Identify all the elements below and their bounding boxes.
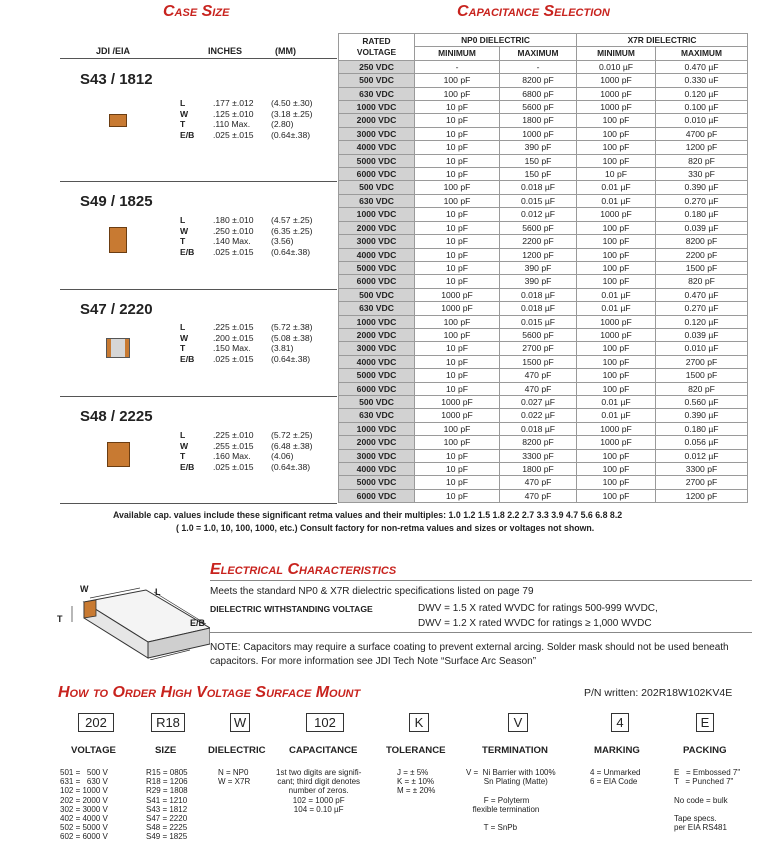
x7r-min-cell: 100 pF — [577, 275, 656, 288]
rated-voltage-cell: 5000 VDC — [339, 369, 415, 382]
np0-min-cell: 10 pF — [415, 114, 500, 127]
rated-voltage-cell: 1000 VDC — [339, 208, 415, 221]
rated-voltage-cell: 2000 VDC — [339, 221, 415, 234]
np0-min-cell: 10 pF — [415, 476, 500, 489]
cap-row — [339, 328, 748, 341]
np0-max-cell: 5600 pF — [500, 328, 577, 341]
inches-header: INCHES — [208, 46, 243, 56]
x7r-max-cell: 1200 pF — [656, 489, 748, 502]
np0-max-cell: 0.027 µF — [500, 395, 577, 408]
x7r-header: X7R DIELECTRIC — [577, 34, 748, 47]
np0-min-cell: 10 pF — [415, 275, 500, 288]
rated-voltage-cell: 5000 VDC — [339, 476, 415, 489]
np0-max-cell: 2200 pF — [500, 235, 577, 248]
x7r-max-cell: 0.100 µF — [656, 101, 748, 114]
x7r-max-cell: 0.180 µF — [656, 422, 748, 435]
x7r-max-header: MAXIMUM — [656, 47, 748, 60]
x7r-max-cell: 0.056 µF — [656, 436, 748, 449]
order-label-dielectric: DIELECTRIC — [208, 745, 266, 756]
case-name: S48 / 2225 — [80, 408, 153, 425]
x7r-min-cell: 1000 pF — [577, 74, 656, 87]
x7r-min-cell: 1000 pF — [577, 436, 656, 449]
rated-voltage-cell: 3000 VDC — [339, 342, 415, 355]
np0-max-cell: 6800 pF — [500, 87, 577, 100]
rated-voltage-cell: 500 VDC — [339, 288, 415, 301]
order-label-packing: PACKING — [683, 745, 727, 756]
surface-arc-note-line1: NOTE: Capacitors may require a surface coating to prevent external arcing. Solder mask should not be used beneath — [210, 642, 729, 653]
diagram-label-w: W — [80, 584, 89, 594]
np0-max-cell: 0.018 µF — [500, 422, 577, 435]
x7r-min-cell: 0.01 µF — [577, 181, 656, 194]
np0-min-cell: 1000 pF — [415, 288, 500, 301]
how-to-order-title: How to Order High Voltage Surface Mount — [58, 684, 361, 701]
np0-max-cell: 470 pF — [500, 489, 577, 502]
order-box-marking: 4 — [611, 713, 629, 732]
np0-min-cell: 100 pF — [415, 422, 500, 435]
jdi-eia-header: JDI /EIA — [96, 46, 131, 56]
rated-voltage-cell: 500 VDC — [339, 74, 415, 87]
x7r-min-header: MINIMUM — [577, 47, 656, 60]
cap-row — [339, 395, 748, 408]
rated-voltage-cell: 2000 VDC — [339, 436, 415, 449]
order-box-tolerance: K — [409, 713, 429, 732]
np0-max-cell: 3300 pF — [500, 449, 577, 462]
np0-max-cell: 8200 pF — [500, 436, 577, 449]
rated-voltage-cell: 630 VDC — [339, 87, 415, 100]
np0-min-cell: 10 pF — [415, 221, 500, 234]
x7r-min-cell: 100 pF — [577, 382, 656, 395]
np0-max-cell: 0.018 µF — [500, 302, 577, 315]
np0-max-cell: 390 pF — [500, 275, 577, 288]
case-block-s49 — [60, 181, 337, 289]
x7r-min-cell: 1000 pF — [577, 315, 656, 328]
order-box-dielectric: W — [230, 713, 250, 732]
x7r-max-cell: 0.120 µF — [656, 315, 748, 328]
x7r-min-cell: 0.01 µF — [577, 288, 656, 301]
rated-voltage-cell: 630 VDC — [339, 194, 415, 207]
rated-voltage-cell: 250 VDC — [339, 60, 415, 73]
case-size-title: Case Size — [163, 3, 230, 20]
x7r-max-cell: 0.560 µF — [656, 395, 748, 408]
order-text-packing: E = Embossed 7" T = Punched 7" No code = bulk Tape specs. per EIA RS481 — [674, 768, 741, 833]
np0-min-cell: 10 pF — [415, 369, 500, 382]
dwv-line1: DWV = 1.5 X rated WVDC for ratings 500-999 WVDC, — [418, 603, 658, 614]
cap-row — [339, 436, 748, 449]
surface-arc-note-line2: capacitors. For more information see JDI Tech Note “Surface Arc Season” — [210, 656, 537, 667]
order-text-capacitance: 1st two digits are signifi- cant; third digit denotes number of zeros. 102 = 1000 pF 104 = 0.10 µF — [276, 768, 362, 814]
x7r-max-cell: 0.120 µF — [656, 87, 748, 100]
x7r-max-cell: 2700 pF — [656, 355, 748, 368]
rated-voltage-cell: 3000 VDC — [339, 449, 415, 462]
cap-row — [339, 342, 748, 355]
order-box-termination: V — [508, 713, 528, 732]
np0-header: NP0 DIELECTRIC — [415, 34, 577, 47]
np0-min-cell: 1000 pF — [415, 409, 500, 422]
rated-voltage-cell: 500 VDC — [339, 181, 415, 194]
x7r-max-cell: 0.470 µF — [656, 60, 748, 73]
np0-min-cell: 10 pF — [415, 154, 500, 167]
rated-voltage-cell: 6000 VDC — [339, 275, 415, 288]
x7r-min-cell: 0.010 µF — [577, 60, 656, 73]
np0-min-cell: 10 pF — [415, 141, 500, 154]
np0-min-cell: 10 pF — [415, 355, 500, 368]
x7r-min-cell: 100 pF — [577, 154, 656, 167]
x7r-max-cell: 0.039 µF — [656, 221, 748, 234]
rated-voltage-cell: 4000 VDC — [339, 463, 415, 476]
np0-min-cell: 10 pF — [415, 449, 500, 462]
cap-row — [339, 463, 748, 476]
x7r-min-cell: 1000 pF — [577, 328, 656, 341]
order-label-size: SIZE — [155, 745, 177, 756]
x7r-max-cell: 0.180 µF — [656, 208, 748, 221]
cap-row — [339, 489, 748, 502]
electrical-divider-2 — [210, 632, 752, 633]
rated-voltage-header: RATED VOLTAGE — [339, 34, 415, 61]
order-box-capacitance: 102 — [306, 713, 344, 732]
rated-voltage-cell: 500 VDC — [339, 395, 415, 408]
np0-max-cell: 0.015 µF — [500, 315, 577, 328]
cap-row — [339, 181, 748, 194]
np0-min-cell: 10 pF — [415, 382, 500, 395]
np0-min-cell: - — [415, 60, 500, 73]
np0-max-cell: 1800 pF — [500, 114, 577, 127]
np0-max-cell: 0.012 µF — [500, 208, 577, 221]
x7r-min-cell: 100 pF — [577, 261, 656, 274]
x7r-max-cell: 820 pF — [656, 154, 748, 167]
case-block-s47 — [60, 289, 337, 396]
cap-row — [339, 101, 748, 114]
cap-row — [339, 154, 748, 167]
rated-voltage-cell: 2000 VDC — [339, 114, 415, 127]
np0-max-cell: 0.018 µF — [500, 288, 577, 301]
diagram-label-l: L — [155, 587, 161, 597]
x7r-max-cell: 8200 pF — [656, 235, 748, 248]
x7r-min-cell: 100 pF — [577, 141, 656, 154]
np0-max-cell: 1200 pF — [500, 248, 577, 261]
np0-min-header: MINIMUM — [415, 47, 500, 60]
np0-min-cell: 10 pF — [415, 101, 500, 114]
x7r-min-cell: 100 pF — [577, 221, 656, 234]
rated-voltage-cell: 6000 VDC — [339, 489, 415, 502]
x7r-max-cell: 0.012 µF — [656, 449, 748, 462]
x7r-min-cell: 100 pF — [577, 355, 656, 368]
x7r-max-cell: 330 pF — [656, 168, 748, 181]
dwv-line2: DWV = 1.2 X rated WVDC for ratings ≥ 1,000 WVDC — [418, 618, 652, 629]
np0-min-cell: 10 pF — [415, 248, 500, 261]
cap-row — [339, 422, 748, 435]
cap-row — [339, 74, 748, 87]
x7r-min-cell: 100 pF — [577, 127, 656, 140]
order-label-voltage: VOLTAGE — [71, 745, 116, 756]
np0-min-cell: 100 pF — [415, 328, 500, 341]
diagram-label-eb: E/B — [190, 618, 206, 628]
order-text-size: R15 = 0805 R18 = 1206 R29 = 1808 S41 = 1210 S43 = 1812 S47 = 2220 S48 = 2225 S49 = 1825 — [146, 768, 188, 842]
np0-min-cell: 10 pF — [415, 489, 500, 502]
rated-voltage-cell: 6000 VDC — [339, 168, 415, 181]
order-text-dielectric: N = NP0 W = X7R — [218, 768, 251, 787]
np0-min-cell: 100 pF — [415, 436, 500, 449]
np0-max-cell: 8200 pF — [500, 74, 577, 87]
cap-row — [339, 127, 748, 140]
np0-max-cell: 0.022 µF — [500, 409, 577, 422]
np0-max-header: MAXIMUM — [500, 47, 577, 60]
retma-note-line1: Available cap. values include these significant retma values and their multiples: 1.0 1.2 1.5 1.8 2.2 2.7 3.3 3.9 4.7 5.6 6.8 8.2 — [113, 510, 623, 520]
x7r-min-cell: 100 pF — [577, 248, 656, 261]
rated-voltage-cell: 3000 VDC — [339, 127, 415, 140]
capacitance-table-body — [339, 60, 748, 502]
x7r-max-cell: 0.390 µF — [656, 181, 748, 194]
x7r-max-cell: 1500 pF — [656, 369, 748, 382]
np0-max-cell: 390 pF — [500, 141, 577, 154]
np0-min-cell: 100 pF — [415, 315, 500, 328]
x7r-max-cell: 820 pF — [656, 275, 748, 288]
cap-row — [339, 476, 748, 489]
chip-icon — [107, 442, 130, 467]
cap-row — [339, 194, 748, 207]
x7r-max-cell: 0.270 µF — [656, 194, 748, 207]
rated-voltage-cell: 3000 VDC — [339, 235, 415, 248]
np0-max-cell: 0.018 µF — [500, 181, 577, 194]
np0-min-cell: 100 pF — [415, 194, 500, 207]
rated-voltage-cell: 1000 VDC — [339, 422, 415, 435]
rated-voltage-cell: 2000 VDC — [339, 328, 415, 341]
order-label-marking: MARKING — [594, 745, 640, 756]
np0-max-cell: 1800 pF — [500, 463, 577, 476]
cap-row — [339, 221, 748, 234]
x7r-min-cell: 100 pF — [577, 369, 656, 382]
np0-min-cell: 10 pF — [415, 235, 500, 248]
mm-header: (MM) — [275, 46, 296, 56]
np0-max-cell: 150 pF — [500, 154, 577, 167]
np0-min-cell: 10 pF — [415, 168, 500, 181]
cap-row — [339, 261, 748, 274]
order-box-voltage: 202 — [78, 713, 114, 732]
cap-row — [339, 235, 748, 248]
np0-min-cell: 1000 pF — [415, 302, 500, 315]
order-label-capacitance: CAPACITANCE — [289, 745, 358, 756]
cap-row — [339, 87, 748, 100]
order-text-marking: 4 = Unmarked 6 = EIA Code — [590, 768, 641, 787]
rated-voltage-cell: 6000 VDC — [339, 382, 415, 395]
x7r-min-cell: 1000 pF — [577, 87, 656, 100]
np0-min-cell: 10 pF — [415, 463, 500, 476]
order-box-packing: E — [696, 713, 714, 732]
cap-row — [339, 208, 748, 221]
x7r-min-cell: 100 pF — [577, 235, 656, 248]
np0-min-cell: 10 pF — [415, 342, 500, 355]
np0-min-cell: 1000 pF — [415, 395, 500, 408]
np0-max-cell: 0.015 µF — [500, 194, 577, 207]
cap-row — [339, 302, 748, 315]
cap-row — [339, 409, 748, 422]
np0-max-cell: 1500 pF — [500, 355, 577, 368]
cap-row — [339, 315, 748, 328]
chip-icon — [109, 227, 127, 253]
chip-icon — [109, 114, 127, 127]
cap-row — [339, 369, 748, 382]
x7r-max-cell: 0.470 µF — [656, 288, 748, 301]
x7r-min-cell: 100 pF — [577, 476, 656, 489]
x7r-min-cell: 1000 pF — [577, 101, 656, 114]
rated-voltage-cell: 1000 VDC — [339, 101, 415, 114]
x7r-min-cell: 100 pF — [577, 463, 656, 476]
x7r-min-cell: 10 pF — [577, 168, 656, 181]
case-name: S43 / 1812 — [80, 71, 153, 88]
np0-min-cell: 100 pF — [415, 181, 500, 194]
case-name: S49 / 1825 — [80, 193, 153, 210]
part-number-written: P/N written: 202R18W102KV4E — [584, 687, 733, 699]
case-dimensions: L .177 ±.012 (4.50 ±.30) W .125 ±.010 (3.18 ±.25) T .110 Max. (2.80) E/B .025 ±.015 (0.64±.38) — [180, 98, 313, 140]
case-name: S47 / 2220 — [80, 301, 153, 318]
x7r-min-cell: 100 pF — [577, 114, 656, 127]
x7r-max-cell: 0.330 uF — [656, 74, 748, 87]
np0-max-cell: 470 pF — [500, 476, 577, 489]
x7r-max-cell: 0.010 µF — [656, 342, 748, 355]
np0-min-cell: 100 pF — [415, 74, 500, 87]
order-box-size: R18 — [151, 713, 185, 732]
order-text-tolerance: J = ± 5% K = ± 10% M = ± 20% — [397, 768, 436, 796]
case-dimensions: L .225 ±.010 (5.72 ±.25) W .255 ±.015 (6.48 ±.38) T .160 Max. (4.06) E/B .025 ±.015 (0.64±.38) — [180, 430, 313, 472]
x7r-max-cell: 0.010 µF — [656, 114, 748, 127]
dwv-label: DIELECTRIC WITHSTANDING VOLTAGE — [210, 604, 373, 614]
cap-row — [339, 449, 748, 462]
x7r-max-cell: 820 pF — [656, 382, 748, 395]
x7r-min-cell: 100 pF — [577, 342, 656, 355]
x7r-max-cell: 0.270 µF — [656, 302, 748, 315]
np0-max-cell: 5600 pF — [500, 101, 577, 114]
np0-max-cell: 470 pF — [500, 369, 577, 382]
electrical-divider — [210, 580, 752, 581]
cap-row — [339, 288, 748, 301]
rated-voltage-cell: 630 VDC — [339, 302, 415, 315]
cap-row — [339, 248, 748, 261]
cap-row — [339, 141, 748, 154]
rated-voltage-cell: 4000 VDC — [339, 248, 415, 261]
x7r-min-cell: 100 pF — [577, 449, 656, 462]
electrical-intro: Meets the standard NP0 & X7R dielectric specifications listed on page 79 — [210, 586, 534, 597]
np0-min-cell: 10 pF — [415, 127, 500, 140]
order-label-tolerance: TOLERANCE — [386, 745, 446, 756]
x7r-min-cell: 0.01 µF — [577, 302, 656, 315]
np0-max-cell: 5600 pF — [500, 221, 577, 234]
chip-icon — [106, 338, 130, 358]
rated-voltage-cell: 1000 VDC — [339, 315, 415, 328]
np0-max-cell: - — [500, 60, 577, 73]
order-label-termination: TERMINATION — [482, 745, 548, 756]
rated-voltage-cell: 5000 VDC — [339, 261, 415, 274]
x7r-max-cell: 2200 pF — [656, 248, 748, 261]
rated-voltage-cell: 4000 VDC — [339, 355, 415, 368]
retma-note-line2: ( 1.0 = 1.0, 10, 100, 1000, etc.) Consult factory for non-retma values and sizes or voltages not shown. — [176, 523, 595, 533]
np0-max-cell: 2700 pF — [500, 342, 577, 355]
cap-row — [339, 275, 748, 288]
np0-max-cell: 1000 pF — [500, 127, 577, 140]
x7r-max-cell: 0.039 µF — [656, 328, 748, 341]
capacitor-diagram — [50, 580, 210, 660]
x7r-min-cell: 100 pF — [577, 489, 656, 502]
case-dimensions: L .180 ±.010 (4.57 ±.25) W .250 ±.010 (6.35 ±.25) T .140 Max. (3.56) E/B .025 ±.015 (0.64±.38) — [180, 215, 313, 257]
order-text-termination: V = Ni Barrier with 100% Sn Plating (Matte) F = Polyterm flexible termination T = SnPb — [466, 768, 556, 833]
capacitance-table — [338, 33, 748, 503]
x7r-max-cell: 3300 pF — [656, 463, 748, 476]
cap-row — [339, 114, 748, 127]
x7r-max-cell: 1500 pF — [656, 261, 748, 274]
electrical-characteristics-title: Electrical Characteristics — [210, 561, 397, 578]
case-header-divider — [60, 58, 337, 59]
rated-voltage-cell: 5000 VDC — [339, 154, 415, 167]
np0-max-cell: 470 pF — [500, 382, 577, 395]
x7r-max-cell: 0.390 µF — [656, 409, 748, 422]
np0-max-cell: 390 pF — [500, 261, 577, 274]
x7r-min-cell: 0.01 µF — [577, 409, 656, 422]
order-text-voltage: 501 = 500 V 631 = 630 V 102 = 1000 V 202 = 2000 V 302 = 3000 V 402 = 4000 V 502 = 5000 V 602 = 6000 V — [60, 768, 108, 842]
case-block-s43 — [60, 60, 337, 181]
rated-voltage-cell: 630 VDC — [339, 409, 415, 422]
case-dimensions: L .225 ±.015 (5.72 ±.38) W .200 ±.015 (5.08 ±.38) T .150 Max. (3.81) E/B .025 ±.015 (0.64±.38) — [180, 322, 313, 364]
capacitance-selection-title: Capacitance Selection — [457, 3, 610, 20]
x7r-max-cell: 1200 pF — [656, 141, 748, 154]
cap-row — [339, 60, 748, 73]
diagram-label-t: T — [57, 614, 63, 624]
x7r-min-cell: 0.01 µF — [577, 395, 656, 408]
x7r-min-cell: 1000 pF — [577, 422, 656, 435]
rated-voltage-cell: 4000 VDC — [339, 141, 415, 154]
x7r-min-cell: 0.01 µF — [577, 194, 656, 207]
np0-min-cell: 10 pF — [415, 261, 500, 274]
x7r-max-cell: 4700 pF — [656, 127, 748, 140]
cap-row — [339, 355, 748, 368]
case-block-s48 — [60, 396, 337, 504]
cap-row — [339, 382, 748, 395]
np0-max-cell: 150 pF — [500, 168, 577, 181]
x7r-min-cell: 1000 pF — [577, 208, 656, 221]
np0-min-cell: 10 pF — [415, 208, 500, 221]
np0-min-cell: 100 pF — [415, 87, 500, 100]
x7r-max-cell: 2700 pF — [656, 476, 748, 489]
cap-row — [339, 168, 748, 181]
